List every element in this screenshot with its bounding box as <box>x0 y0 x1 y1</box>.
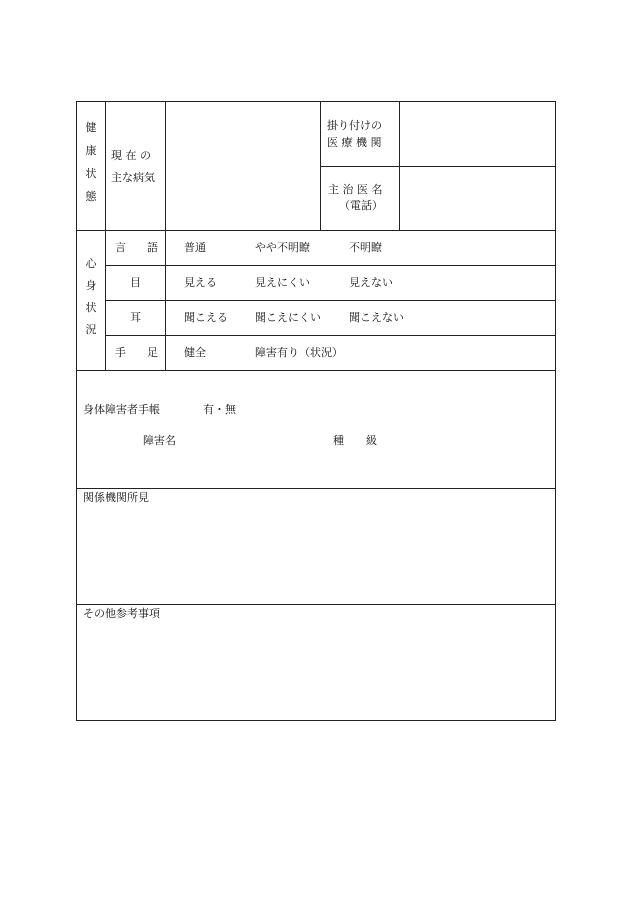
speech-option-slightly-unclear[interactable]: やや不明瞭 <box>255 241 310 254</box>
speech-option-normal[interactable]: 普通 <box>184 241 206 254</box>
physician-field[interactable] <box>400 167 555 229</box>
divider <box>320 102 321 230</box>
disability-grade-label: 種 級 <box>333 434 377 447</box>
divider <box>105 265 556 266</box>
limbs-label-b: 足 <box>147 346 158 359</box>
current-illness-label-line2: 主な病気 <box>111 171 155 184</box>
eyes-option-cannot-see[interactable]: 見えない <box>349 276 393 289</box>
divider <box>105 335 556 336</box>
ears-option-hard-to-hear[interactable]: 聞こえにくい <box>255 311 321 324</box>
eyes-label: 目 <box>130 276 141 289</box>
divider <box>77 488 556 489</box>
family-institution-label-line1: 掛り付けの <box>327 119 382 132</box>
other-notes-field[interactable] <box>78 622 555 719</box>
disability-notebook-label: 身体障害者手帳 <box>83 403 160 416</box>
mind-body-section-label: 心 身 状 況 <box>85 257 97 336</box>
family-institution-field[interactable] <box>400 103 555 165</box>
limbs-label-a: 手 <box>115 346 126 359</box>
health-section-label: 健 康 状 態 <box>85 121 97 203</box>
ears-option-hear[interactable]: 聞こえる <box>184 311 228 324</box>
eyes-option-see[interactable]: 見える <box>184 276 217 289</box>
divider <box>105 102 106 370</box>
limbs-option-healthy[interactable]: 健全 <box>184 346 206 359</box>
divider <box>105 300 556 301</box>
physician-label-line1: 主 治 医 名 <box>328 183 383 196</box>
family-institution-label-line2: 医 療 機 関 <box>327 136 382 149</box>
divider <box>77 230 556 231</box>
disability-notebook-value[interactable]: 有・無 <box>203 403 236 416</box>
current-illness-field[interactable] <box>166 103 319 229</box>
agency-opinion-field[interactable] <box>78 506 555 602</box>
divider <box>77 604 556 605</box>
speech-label-b: 語 <box>147 241 158 254</box>
physician-label-line2: （電話） <box>339 199 383 212</box>
health-form <box>76 101 556 721</box>
disability-name-label: 障害名 <box>143 434 176 447</box>
current-illness-label-line1: 現 在 の <box>111 149 151 162</box>
other-notes-label: その他参考事項 <box>83 607 160 620</box>
eyes-option-hard-to-see[interactable]: 見えにくい <box>255 276 310 289</box>
limbs-option-impaired[interactable]: 障害有り（状況） <box>255 346 343 359</box>
agency-opinion-label: 関係機関所見 <box>83 491 149 504</box>
ears-label: 耳 <box>130 311 141 324</box>
speech-label-a: 言 <box>115 241 126 254</box>
ears-option-cannot-hear[interactable]: 聞こえない <box>349 311 404 324</box>
divider <box>77 370 556 371</box>
speech-option-unclear[interactable]: 不明瞭 <box>349 241 382 254</box>
